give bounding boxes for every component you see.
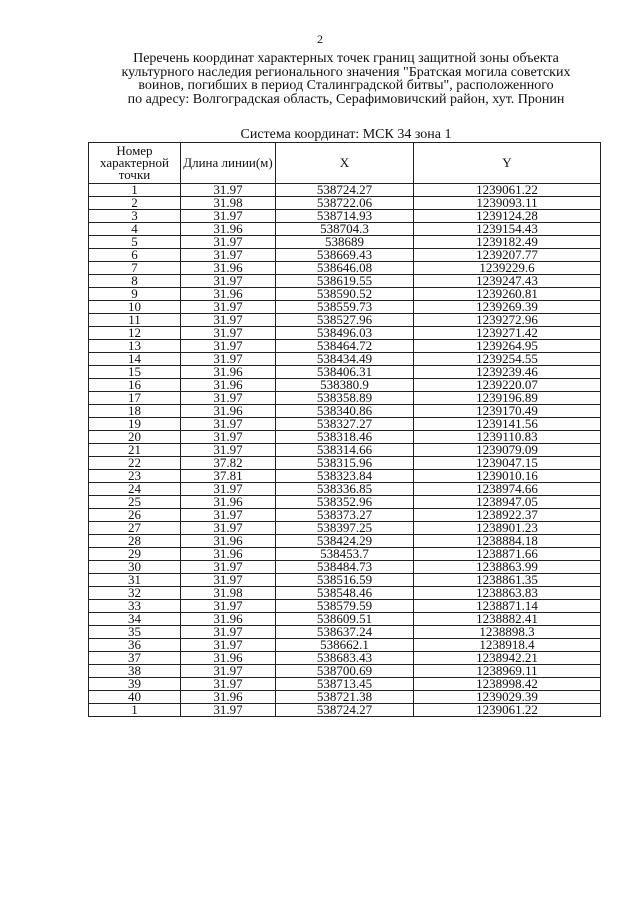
cell-x: 538314.66 (276, 444, 414, 457)
cell-x: 538683.43 (276, 652, 414, 665)
cell-point-number: 15 (89, 366, 181, 379)
cell-x: 538700.69 (276, 665, 414, 678)
cell-y: 1238871.66 (414, 548, 601, 561)
cell-y: 1239170.49 (414, 405, 601, 418)
table-row (89, 639, 601, 652)
table-row (89, 613, 601, 626)
cell-x: 538527.96 (276, 314, 414, 327)
header-point-number: Номер характерной точки (89, 143, 181, 184)
table-row (89, 600, 601, 613)
cell-line-length: 31.97 (181, 418, 276, 431)
cell-point-number: 21 (89, 444, 181, 457)
cell-y: 1239154.43 (414, 223, 601, 236)
cell-point-number: 36 (89, 639, 181, 652)
table-row (89, 587, 601, 600)
cell-point-number: 38 (89, 665, 181, 678)
cell-x: 538315.96 (276, 457, 414, 470)
cell-line-length: 31.97 (181, 301, 276, 314)
table-row (89, 275, 601, 288)
cell-line-length: 31.97 (181, 704, 276, 717)
coordinate-system-caption: Система координат: МСК 34 зона 1 (240, 127, 452, 142)
title-line-3: воинов, погибших в период Сталинградской битвы", расположенного (138, 78, 554, 93)
table-row (89, 522, 601, 535)
cell-line-length: 31.97 (181, 184, 276, 197)
cell-y: 1239110.83 (414, 431, 601, 444)
cell-point-number: 26 (89, 509, 181, 522)
header-y: Y (414, 143, 601, 184)
cell-point-number: 23 (89, 470, 181, 483)
cell-x: 538380.9 (276, 379, 414, 392)
cell-point-number: 29 (89, 548, 181, 561)
cell-x: 538722.06 (276, 197, 414, 210)
cell-point-number: 1 (89, 184, 181, 197)
cell-x: 538484.73 (276, 561, 414, 574)
table-row (89, 262, 601, 275)
table-row (89, 353, 601, 366)
cell-y: 1239047.15 (414, 457, 601, 470)
cell-line-length: 31.98 (181, 587, 276, 600)
table-row (89, 327, 601, 340)
cell-line-length: 31.97 (181, 340, 276, 353)
cell-line-length: 31.97 (181, 431, 276, 444)
cell-y: 1239124.28 (414, 210, 601, 223)
table-row (89, 301, 601, 314)
cell-y: 1239010.16 (414, 470, 601, 483)
cell-y: 1238861.35 (414, 574, 601, 587)
cell-x: 538579.59 (276, 600, 414, 613)
cell-y: 1239079.09 (414, 444, 601, 457)
cell-point-number: 35 (89, 626, 181, 639)
cell-x: 538637.24 (276, 626, 414, 639)
cell-y: 1239264.95 (414, 340, 601, 353)
cell-point-number: 9 (89, 288, 181, 301)
cell-x: 538516.59 (276, 574, 414, 587)
table-body (89, 184, 601, 717)
cell-x: 538327.27 (276, 418, 414, 431)
cell-line-length: 31.97 (181, 444, 276, 457)
cell-line-length: 31.97 (181, 483, 276, 496)
cell-x: 538704.3 (276, 223, 414, 236)
table-row (89, 704, 601, 717)
table-row (89, 379, 601, 392)
table-row (89, 444, 601, 457)
table-row (89, 340, 601, 353)
cell-y: 1238942.21 (414, 652, 601, 665)
cell-line-length: 31.96 (181, 288, 276, 301)
cell-line-length: 31.97 (181, 210, 276, 223)
cell-point-number: 13 (89, 340, 181, 353)
cell-point-number: 25 (89, 496, 181, 509)
table-row (89, 483, 601, 496)
table-row (89, 652, 601, 665)
cell-line-length: 31.96 (181, 405, 276, 418)
cell-x: 538548.46 (276, 587, 414, 600)
cell-y: 1239182.49 (414, 236, 601, 249)
cell-y: 1239061.22 (414, 704, 601, 717)
cell-x: 538318.46 (276, 431, 414, 444)
table-row (89, 431, 601, 444)
cell-point-number: 8 (89, 275, 181, 288)
cell-y: 1238974.66 (414, 483, 601, 496)
cell-point-number: 10 (89, 301, 181, 314)
cell-x: 538323.84 (276, 470, 414, 483)
cell-x: 538464.72 (276, 340, 414, 353)
cell-y: 1239141.56 (414, 418, 601, 431)
cell-y: 1239271.42 (414, 327, 601, 340)
table-row (89, 405, 601, 418)
cell-point-number: 34 (89, 613, 181, 626)
page-number: 2 (317, 32, 323, 46)
cell-y: 1239272.96 (414, 314, 601, 327)
table-row (89, 626, 601, 639)
cell-point-number: 40 (89, 691, 181, 704)
cell-x: 538590.52 (276, 288, 414, 301)
cell-point-number: 4 (89, 223, 181, 236)
table-row (89, 470, 601, 483)
cell-line-length: 31.96 (181, 613, 276, 626)
cell-point-number: 20 (89, 431, 181, 444)
cell-point-number: 31 (89, 574, 181, 587)
cell-line-length: 31.96 (181, 379, 276, 392)
table-row (89, 509, 601, 522)
cell-x: 538713.45 (276, 678, 414, 691)
cell-line-length: 31.97 (181, 626, 276, 639)
cell-point-number: 14 (89, 353, 181, 366)
cell-line-length: 37.81 (181, 470, 276, 483)
cell-x: 538721.38 (276, 691, 414, 704)
cell-line-length: 31.96 (181, 262, 276, 275)
title-line-2: культурного наследия регионального значения "Братская могила советских (121, 64, 571, 80)
cell-y: 1238871.14 (414, 600, 601, 613)
cell-line-length: 31.97 (181, 600, 276, 613)
cell-point-number: 1 (89, 704, 181, 717)
cell-line-length: 31.97 (181, 509, 276, 522)
table-row (89, 535, 601, 548)
cell-y: 1239093.11 (414, 197, 601, 210)
table-row (89, 288, 601, 301)
cell-point-number: 32 (89, 587, 181, 600)
header-line-length: Длина линии(м) (181, 143, 276, 184)
table-row (89, 223, 601, 236)
table-row (89, 457, 601, 470)
cell-x: 538358.89 (276, 392, 414, 405)
cell-y: 1239196.89 (414, 392, 601, 405)
cell-point-number: 12 (89, 327, 181, 340)
cell-x: 538619.55 (276, 275, 414, 288)
cell-line-length: 31.97 (181, 353, 276, 366)
table-row (89, 561, 601, 574)
cell-point-number: 28 (89, 535, 181, 548)
table-row (89, 210, 601, 223)
cell-y: 1238882.41 (414, 613, 601, 626)
cell-line-length: 31.97 (181, 561, 276, 574)
table-row (89, 366, 601, 379)
cell-line-length: 31.97 (181, 522, 276, 535)
cell-point-number: 24 (89, 483, 181, 496)
cell-y: 1239260.81 (414, 288, 601, 301)
table-row (89, 678, 601, 691)
cell-y: 1238922.37 (414, 509, 601, 522)
cell-point-number: 17 (89, 392, 181, 405)
cell-line-length: 37.82 (181, 457, 276, 470)
cell-line-length: 31.98 (181, 197, 276, 210)
cell-y: 1238918.4 (414, 639, 601, 652)
cell-line-length: 31.97 (181, 236, 276, 249)
cell-point-number: 6 (89, 249, 181, 262)
cell-point-number: 2 (89, 197, 181, 210)
cell-point-number: 7 (89, 262, 181, 275)
cell-x: 538340.86 (276, 405, 414, 418)
cell-x: 538559.73 (276, 301, 414, 314)
cell-x: 538453.7 (276, 548, 414, 561)
coordinates-table (88, 142, 601, 717)
table-row (89, 314, 601, 327)
cell-y: 1238969.11 (414, 665, 601, 678)
cell-point-number: 30 (89, 561, 181, 574)
cell-line-length: 31.97 (181, 665, 276, 678)
cell-x: 538724.27 (276, 184, 414, 197)
cell-line-length: 31.97 (181, 249, 276, 262)
cell-y: 1238947.05 (414, 496, 601, 509)
cell-line-length: 31.97 (181, 314, 276, 327)
cell-x: 538669.43 (276, 249, 414, 262)
cell-x: 538496.03 (276, 327, 414, 340)
cell-x: 538336.85 (276, 483, 414, 496)
title-line-1: Перечень координат характерных точек границ защитной зоны объекта (133, 51, 559, 66)
table-row (89, 197, 601, 210)
cell-y: 1238898.3 (414, 626, 601, 639)
table-row (89, 691, 601, 704)
cell-point-number: 27 (89, 522, 181, 535)
cell-y: 1238863.99 (414, 561, 601, 574)
cell-point-number: 33 (89, 600, 181, 613)
cell-y: 1238901.23 (414, 522, 601, 535)
cell-line-length: 31.96 (181, 548, 276, 561)
cell-y: 1239229.6 (414, 262, 601, 275)
cell-point-number: 19 (89, 418, 181, 431)
cell-x: 538724.27 (276, 704, 414, 717)
cell-x: 538424.29 (276, 535, 414, 548)
header-x: X (276, 143, 414, 184)
cell-point-number: 16 (89, 379, 181, 392)
cell-x: 538373.27 (276, 509, 414, 522)
cell-line-length: 31.96 (181, 223, 276, 236)
cell-y: 1239254.55 (414, 353, 601, 366)
cell-y: 1239269.39 (414, 301, 601, 314)
cell-point-number: 39 (89, 678, 181, 691)
cell-point-number: 5 (89, 236, 181, 249)
cell-x: 538646.08 (276, 262, 414, 275)
cell-point-number: 3 (89, 210, 181, 223)
cell-y: 1238884.18 (414, 535, 601, 548)
cell-line-length: 31.96 (181, 652, 276, 665)
cell-y: 1239207.77 (414, 249, 601, 262)
cell-line-length: 31.96 (181, 366, 276, 379)
cell-line-length: 31.96 (181, 496, 276, 509)
cell-x: 538609.51 (276, 613, 414, 626)
table-header-row (89, 143, 601, 184)
cell-x: 538434.49 (276, 353, 414, 366)
table-row (89, 548, 601, 561)
cell-x: 538714.93 (276, 210, 414, 223)
table-row (89, 496, 601, 509)
cell-y: 1239239.46 (414, 366, 601, 379)
cell-point-number: 18 (89, 405, 181, 418)
cell-line-length: 31.97 (181, 275, 276, 288)
cell-point-number: 11 (89, 314, 181, 327)
cell-y: 1238998.42 (414, 678, 601, 691)
cell-y: 1239061.22 (414, 184, 601, 197)
title-line-4: по адресу: Волгоградская область, Серафимовичский район, хут. Пронин (127, 91, 565, 107)
table-row (89, 392, 601, 405)
cell-line-length: 31.97 (181, 639, 276, 652)
cell-x: 538352.96 (276, 496, 414, 509)
table-row (89, 236, 601, 249)
cell-line-length: 31.97 (181, 574, 276, 587)
table-row (89, 665, 601, 678)
cell-y: 1239247.43 (414, 275, 601, 288)
cell-line-length: 31.97 (181, 392, 276, 405)
table-row (89, 574, 601, 587)
cell-x: 538662.1 (276, 639, 414, 652)
table-row (89, 184, 601, 197)
cell-x: 538689 (276, 236, 414, 249)
cell-line-length: 31.96 (181, 691, 276, 704)
cell-y: 1238863.83 (414, 587, 601, 600)
cell-point-number: 37 (89, 652, 181, 665)
cell-x: 538406.31 (276, 366, 414, 379)
table-row (89, 249, 601, 262)
cell-line-length: 31.96 (181, 535, 276, 548)
cell-line-length: 31.97 (181, 678, 276, 691)
cell-y: 1239220.07 (414, 379, 601, 392)
cell-y: 1239029.39 (414, 691, 601, 704)
table-row (89, 418, 601, 431)
cell-point-number: 22 (89, 457, 181, 470)
cell-line-length: 31.97 (181, 327, 276, 340)
document-title (86, 52, 606, 106)
cell-x: 538397.25 (276, 522, 414, 535)
